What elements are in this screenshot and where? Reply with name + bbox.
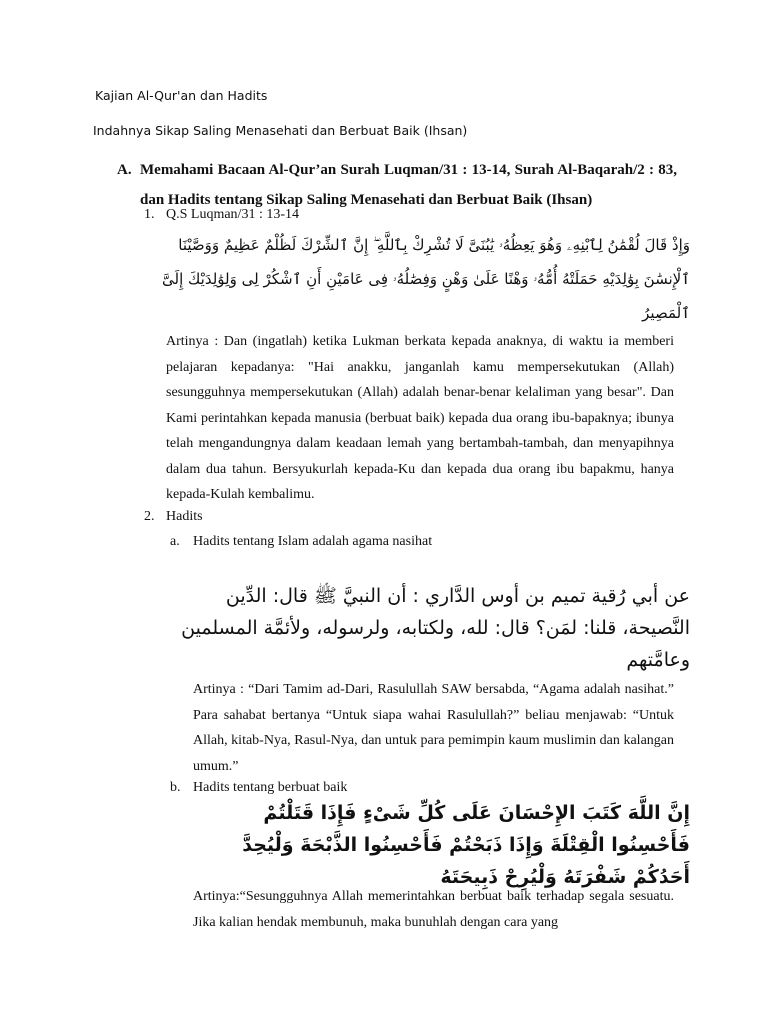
hadith-ihsan-translation: Artinya:“Sesungguhnya Allah memerintahkan berbuat baik terhadap segala sesuatu. Jika kalian hendak membunuh, maka bunuhlah dengan cara yang — [193, 889, 674, 930]
quran-verse-arabic: وَإِذْ قَالَ لُقْمَٰنُ لِٱبْنِهِۦ وَهُوَ يَعِظُهُۥ يَٰبُنَىَّ لَا تُشْرِكْ بِٱللَّهِ ۖ إِنَّ ٱلشِّرْكَ لَظُلْمٌ عَظِيمٌ وَوَصَّيْنَا ٱلْإِنسَٰنَ بِوَٰلِدَيْهِ حَمَلَتْهُ أُمُّهُۥ وَهْنًا عَلَىٰ وَهْنٍ وَفِصَٰلُهُۥ فِى عَامَيْنِ أَنِ ٱشْكُرْ لِى وَلِوَٰلِدَيْكَ إِلَىَّ ٱلْمَصِيرُ — [162, 236, 690, 322]
section-a-label: A. — [117, 162, 132, 178]
item-1-title: Q.S Luqman/31 : 13-14 — [166, 207, 299, 222]
hadith-nasihat-translation: Artinya : “Dari Tamim ad-Dari, Rasulullah SAW bersabda, “Agama adalah nasihat.” Para sahabat bertanya “Untuk siapa wahai Rasulullah?” beliau menjawab: “Untuk Allah, kitab-Nya, Rasul-Nya, dan untuk para pemimpin kaum muslimin dan kalangan umum.” — [193, 682, 674, 774]
hadith-ihsan-arabic: إِنَّ اللَّهَ كَتَبَ الإِحْسَانَ عَلَى كُلِّ شَىْءٍ فَإِذَا قَتَلْتُمْ فَأَحْسِنُوا الْقِتْلَةَ وَإِذَا ذَبَحْتُمْ فَأَحْسِنُوا الذَّبْحَةَ وَلْيُحِدَّ أَحَدُكُمْ شَفْرَتَهُ وَلْيُرِحْ ذَبِيحَتَهُ — [242, 802, 690, 888]
sub-b-title: Hadits tentang berbuat baik — [193, 780, 348, 795]
sub-b-label: b. — [170, 780, 181, 795]
quran-translation: Artinya : Dan (ingatlah) ketika Lukman berkata kepada anaknya, di waktu ia memberi pelajaran kepadanya: "Hai anakku, janganlah kamu mempersekutukan (Allah) sesungguhnya mempersekutukan (Allah) adalah benar-benar kelaliman yang besar". Dan Kami perintahkan kepada manusia (berbuat baik) kepada dua orang ibu-bapaknya; ibunya telah mengandungnya dalam keadaan lemah yang bertambah-tambah, dan menyapihnya dalam dua tahun. Bersyukurlah kepada-Ku dan kepada dua orang ibu bapakmu, hanya kepada-Kulah kembalimu. — [166, 334, 674, 502]
document-subtitle: Indahnya Sikap Saling Menasehati dan Berbuat Baik (Ihsan) — [93, 123, 468, 138]
section-a-text: Memahami Bacaan Al-Qur’an Surah Luqman/31 : 13-14, Surah Al-Baqarah/2 : 83, dan Hadits tentang Sikap Saling Menasehati dan Berbuat Baik (Ihsan) — [140, 162, 677, 208]
sub-a-title: Hadits tentang Islam adalah agama nasihat — [193, 534, 433, 549]
document-title: Kajian Al-Qur'an dan Hadits — [95, 88, 268, 103]
item-2-title: Hadits — [166, 509, 203, 524]
sub-a-label: a. — [170, 534, 180, 549]
section-a-heading — [117, 155, 677, 215]
item-2-label: 2. — [144, 509, 155, 524]
hadith-nasihat-arabic: عن أبي رُقية تميم بن أوس الدَّاري : أن النبيَّ ﷺ قال: الدِّين النَّصيحة، قلنا: لمَن؟ قال: لله، ولكتابه، ولرسوله، ولأئمَّة المسلمين وعامَّتهم — [181, 585, 690, 671]
item-1-label: 1. — [144, 207, 155, 222]
